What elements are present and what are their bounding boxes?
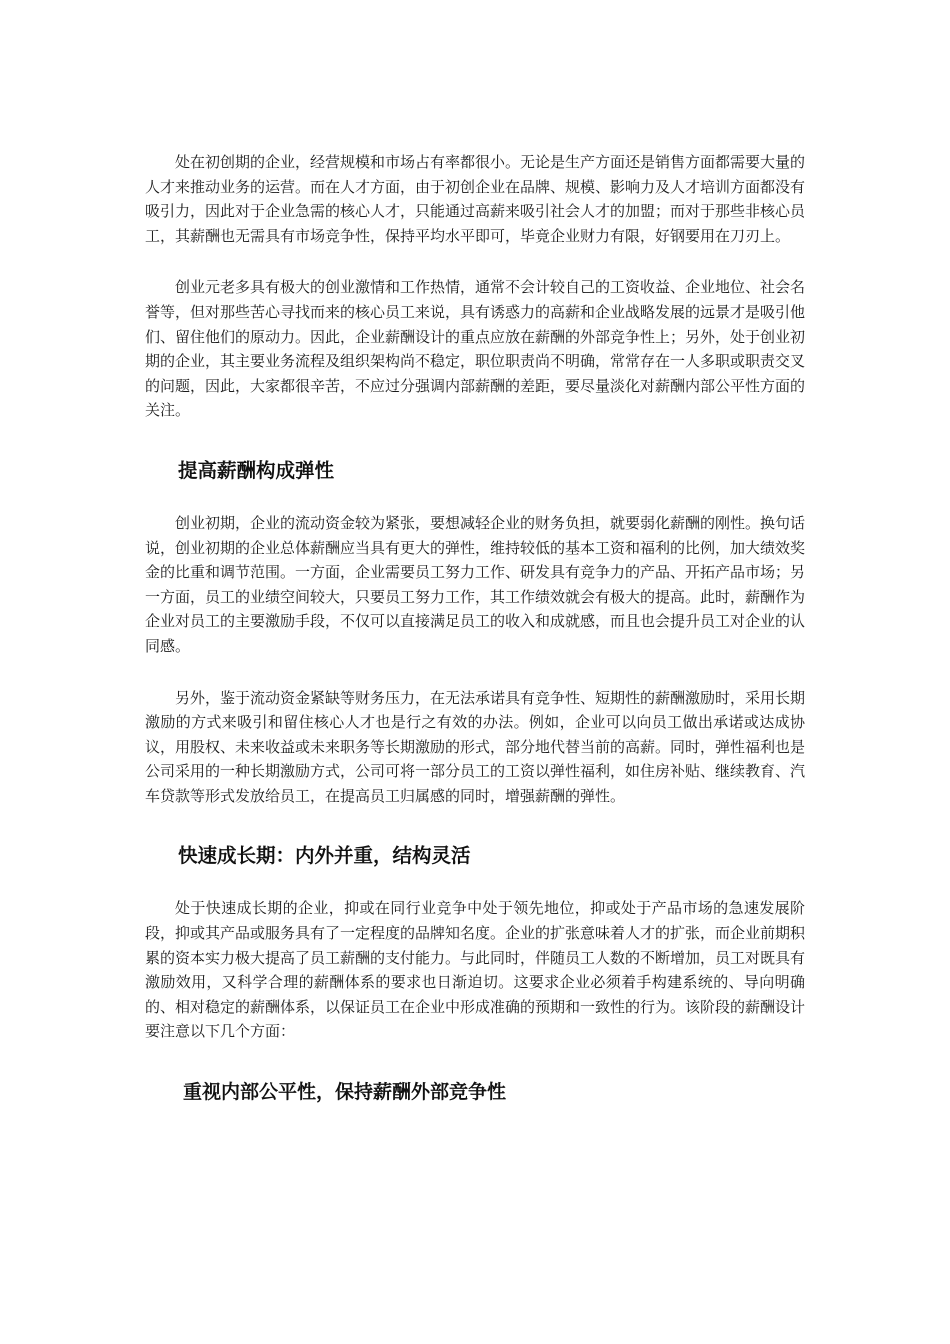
- paragraph-gap: [145, 248, 805, 275]
- heading-flexibility: 提高薪酬构成弹性: [178, 458, 335, 482]
- document-body: [145, 150, 805, 1105]
- heading-internal-fairness: 重视内部公平性，保持薪酬外部竞争性: [183, 1081, 507, 1104]
- paragraph-startup-talent: 处在初创期的企业，经营规模和市场占有率都很小。无论是生产方面还是销售方面都需要大量的人才来推动业务的运营。而在人才方面，由于初创企业在品牌、规模、影响力及人才培训方面都没有吸引力，因此对于企业急需的核心人才，只能通过高薪来吸引社会人才的加盟；而对于那些非核心员工，其薪酬也无需具有市场竞争性，保持平均水平即可，毕竟企业财力有限，好钢要用在刀刃上。: [145, 153, 806, 245]
- paragraph-gap: [145, 659, 805, 686]
- heading-rapid-growth: 快速成长期：内外并重，结构灵活: [178, 844, 471, 868]
- paragraph-long-term-incentive: 另外，鉴于流动资金紧缺等财务压力，在无法承诺具有竞争性、短期性的薪酬激励时，采用长期激励的方式来吸引和留住核心人才也是行之有效的办法。例如，企业可以向员工做出承诺或达成协议，用股权、未来收益或未来职务等长期激励的形式，部分地代替当前的高薪。同时，弹性福利也是公司采用的一种长期激励方式，公司可将一部分员工的工资以弹性福利，如住房补贴、继续教育、汽车贷款等形式发放给员工，在提高员工归属感的同时，增强薪酬的弹性。: [145, 688, 806, 805]
- paragraph-gap: [145, 484, 805, 511]
- paragraph-gap: [145, 808, 805, 835]
- paragraph-gap: [145, 869, 805, 896]
- paragraph-rapid-growth: 处于快速成长期的企业，抑或在同行业竞争中处于领先地位，抑或处于产品市场的急速发展阶段，抑或其产品或服务具有了一定程度的品牌知名度。企业的扩张意味着人才的扩张，而企业前期积累的资本实力极大提高了员工薪酬的支付能力。与此同时，伴随员工人数的不断增加，员工对既具有激励效用，又科学合理的薪酬体系的要求也日渐迫切。这要求企业必须着手构建系统的、导向明确的、相对稳定的薪酬体系，以保证员工在企业中形成准确的预期和一致性的行为。该阶段的薪酬设计要注意以下几个方面：: [145, 899, 806, 1041]
- paragraph-gap: [145, 423, 805, 450]
- paragraph-startup-flexibility: 创业初期，企业的流动资金较为紧张，要想减轻企业的财务负担，就要弱化薪酬的刚性。换句话说，创业初期的企业总体薪酬应当具有更大的弹性，维持较低的基本工资和福利的比例，加大绩效奖金的比重和调节范围。一方面，企业需要员工努力工作、研发具有竞争力的产品、开拓产品市场；另一方面，员工的业绩空间较大，只要员工努力工作，其工作绩效就会有极大的提高。此时，薪酬作为企业对员工的主要激励手段，不仅可以直接满足员工的收入和成就感，而且也会提升员工对企业的认同感。: [145, 513, 806, 655]
- paragraph-gap: [145, 1044, 805, 1071]
- paragraph-founders: 创业元老多具有极大的创业激情和工作热情，通常不会计较自己的工资收益、企业地位、社会名誉等，但对那些苦心寻找而来的核心员工来说，具有诱惑力的高薪和企业战略发展的远景才是吸引他们、留住他们的原动力。因此，企业薪酬设计的重点应放在薪酬的外部竞争性上；另外，处于创业初期的企业，其主要业务流程及组织架构尚不稳定，职位职责尚不明确，常常存在一人多职或职责交叉的问题，因此，大家都很辛苦，不应过分强调内部薪酬的差距，要尽量淡化对薪酬内部公平性方面的关注。: [145, 278, 806, 420]
